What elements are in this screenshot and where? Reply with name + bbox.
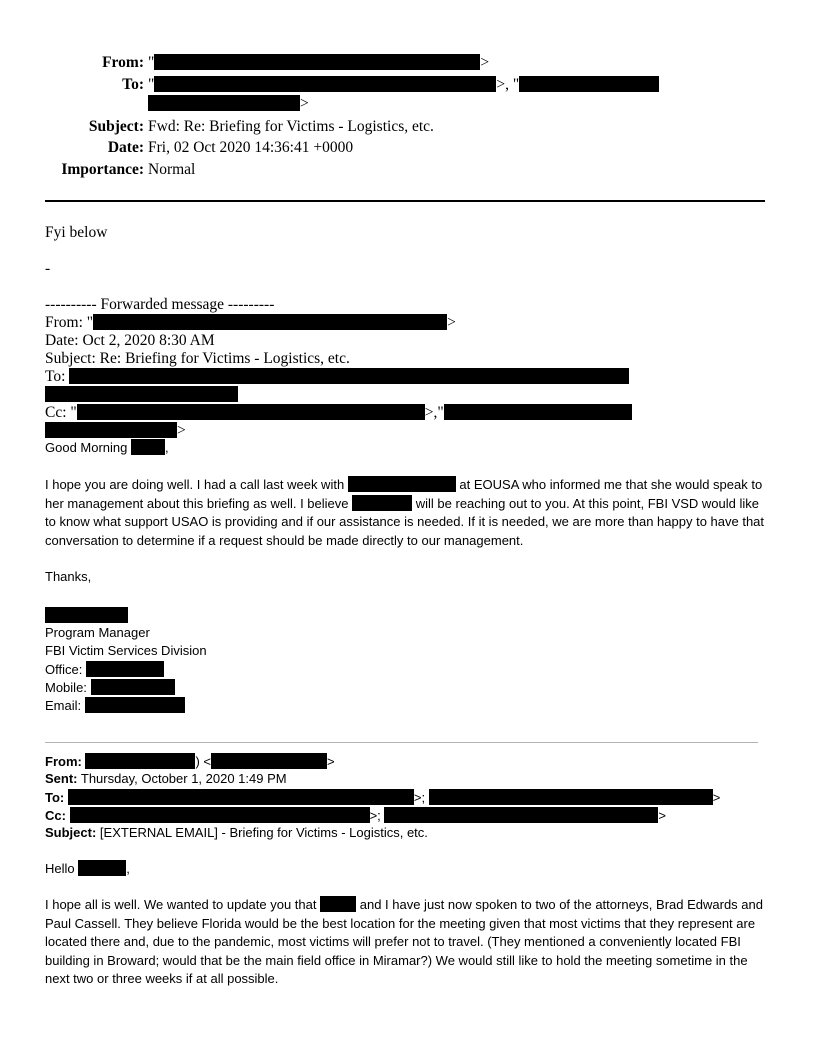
date-label: Date: — [107, 139, 144, 156]
redaction-block — [384, 807, 658, 823]
fwd-date: Date: Oct 2, 2020 8:30 AM — [45, 332, 215, 349]
orig-cc: Cc: >; > — [45, 808, 667, 823]
redaction-block — [352, 495, 412, 511]
redaction-block — [85, 697, 185, 713]
from-value: " > — [148, 54, 490, 71]
fwd-subject: Subject: Re: Briefing for Victims - Logistics, etc. — [45, 350, 350, 367]
redaction-block — [45, 607, 128, 623]
redaction-block — [154, 54, 480, 70]
greeting-line: Good Morning , — [45, 440, 169, 455]
signature-name — [45, 607, 128, 623]
subject-label: Subject: — [88, 118, 144, 135]
redaction-block — [320, 896, 356, 912]
signature-email: Email: — [45, 697, 185, 713]
redaction-block — [45, 386, 238, 402]
importance-value: Normal — [148, 161, 196, 178]
to-label: To: — [122, 76, 144, 93]
signature-office: Office: — [45, 661, 164, 677]
orig-paragraph: I hope all is well. We wanted to update you that and I have just now spoken to two of the attorneys, Brad Edwards and Paul Cassell. They believe Florida would be the best location for the meeting given that most victims that they represent are located there and, due to the pandemic, most victims will prefer not to travel. (They mentioned a conveniently located FBI building in Broward; would that be the main field office in Miramar?) We would still like to hold the meeting sometime in the next two or three weeks if at all possible. — [45, 897, 763, 986]
fwd-to: To: — [45, 368, 629, 386]
redaction-block — [93, 314, 447, 330]
orig-from: From: ) < > — [45, 754, 335, 769]
fwd-cc: Cc: " >," — [45, 404, 632, 422]
redaction-block — [211, 753, 327, 769]
redaction-block — [86, 661, 164, 677]
signature-division: FBI Victim Services Division — [45, 643, 207, 658]
fyi-text: Fyi below — [45, 224, 108, 241]
redaction-block — [91, 679, 175, 695]
forwarded-divider: ---------- Forwarded message --------- — [45, 296, 275, 313]
original-message-divider — [45, 742, 758, 743]
thanks-text: Thanks, — [45, 569, 92, 584]
redaction-block — [85, 753, 195, 769]
fwd-to-cont — [45, 386, 238, 404]
redaction-block — [429, 789, 713, 805]
redaction-block — [69, 368, 629, 384]
redaction-block — [348, 476, 456, 492]
fwd-cc-cont: > — [45, 422, 186, 440]
redaction-block — [131, 439, 165, 455]
from-label: From: — [102, 54, 144, 71]
orig-to: To: >; > — [45, 790, 721, 805]
subject-value: Fwd: Re: Briefing for Victims - Logistics, etc. — [148, 118, 434, 135]
fwd-from: From: " > — [45, 314, 456, 331]
date-value: Fri, 02 Oct 2020 14:36:41 +0000 — [148, 139, 354, 156]
redaction-block — [78, 860, 126, 876]
orig-greeting: Hello , — [45, 861, 130, 876]
to-value-cont: > — [148, 95, 309, 113]
redaction-block — [70, 807, 370, 823]
redaction-block — [154, 76, 496, 92]
redaction-block — [519, 76, 659, 92]
redaction-block — [45, 422, 177, 438]
signature-mobile: Mobile: — [45, 679, 175, 695]
redaction-block — [148, 95, 300, 111]
reply-paragraph: I hope you are doing well. I had a call last week with at EOUSA who informed me that she would speak to her management about this briefing as well. I believe will be reaching out to you. At this point, FBI VSD would like to know what support USAO is providing and if our assistance is needed. If it is needed, we are more than happy to have that conversation to determine if a request should be made directly to our management. — [45, 477, 765, 548]
orig-sent: Sent: Thursday, October 1, 2020 1:49 PM — [45, 771, 287, 786]
importance-label: Importance: — [61, 161, 144, 178]
redaction-block — [68, 789, 414, 805]
dash-text: - — [45, 260, 51, 277]
signature-title: Program Manager — [45, 625, 150, 640]
redaction-block — [77, 404, 425, 420]
header-divider — [45, 200, 765, 202]
to-value: " >, " — [148, 76, 659, 94]
redaction-block — [444, 404, 632, 420]
orig-subject: Subject: [EXTERNAL EMAIL] - Briefing for Victims - Logistics, etc. — [45, 825, 428, 840]
